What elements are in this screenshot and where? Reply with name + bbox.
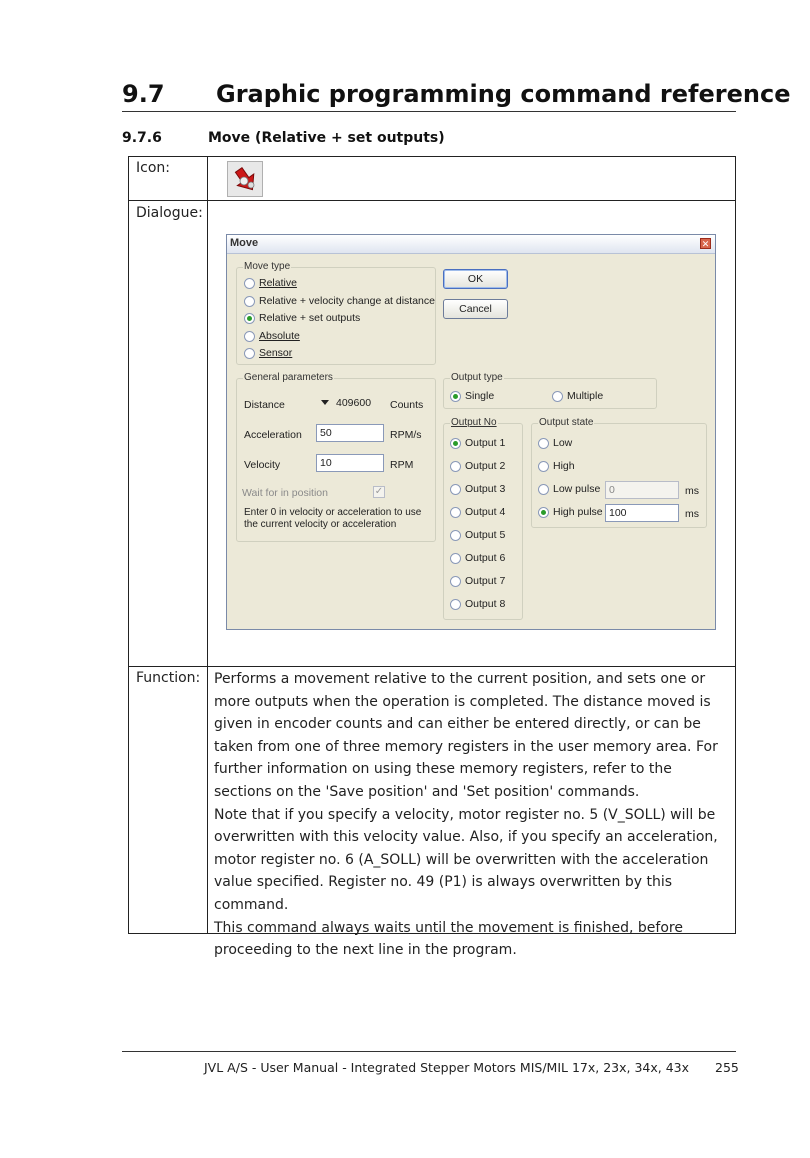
move-type-radio-relative[interactable] bbox=[244, 278, 255, 289]
velocity-label: Velocity bbox=[244, 459, 281, 471]
output-radio-3[interactable] bbox=[450, 484, 461, 495]
output-option-label: Output 4 bbox=[465, 506, 506, 518]
output-option-label: Output 3 bbox=[465, 483, 506, 495]
move-type-option-label: Relative bbox=[259, 277, 297, 289]
distance-unit: Counts bbox=[390, 399, 424, 411]
acceleration-label: Acceleration bbox=[244, 429, 302, 441]
acceleration-unit: RPM/s bbox=[390, 429, 422, 441]
page-number: 255 bbox=[715, 1060, 739, 1075]
output-type-option-label: Single bbox=[465, 390, 495, 402]
dialog-title: Move bbox=[230, 237, 259, 249]
move-type-group bbox=[236, 261, 436, 365]
section-number: 9.7 bbox=[122, 80, 165, 108]
output-option-label: Output 2 bbox=[465, 460, 506, 472]
move-type-radio-sensor[interactable] bbox=[244, 348, 255, 359]
distance-label: Distance bbox=[244, 399, 285, 411]
move-type-option-label: Sensor bbox=[259, 347, 293, 359]
output-type-label: Output type bbox=[451, 372, 503, 383]
move-type-option-label: Relative + set outputs bbox=[259, 312, 361, 324]
dialogue-label: Dialogue: bbox=[136, 205, 203, 221]
ok-button[interactable]: OK bbox=[443, 269, 508, 289]
subsection-number: 9.7.6 bbox=[122, 130, 162, 146]
velocity-unit: RPM bbox=[390, 459, 414, 471]
output-state-radio-low[interactable] bbox=[538, 438, 549, 449]
section-title: Graphic programming command reference bbox=[216, 80, 791, 108]
icon-label: Icon: bbox=[136, 160, 170, 176]
output-radio-7[interactable] bbox=[450, 576, 461, 587]
low-pulse-field[interactable]: 0 bbox=[605, 481, 679, 499]
output-radio-1[interactable] bbox=[450, 438, 461, 449]
wait-for-in-position-label: Wait for in position bbox=[242, 487, 328, 499]
output-type-radio-single[interactable] bbox=[450, 391, 461, 402]
table-border-right bbox=[735, 156, 736, 934]
move-type-radio-relative-velocity[interactable] bbox=[244, 296, 255, 307]
velocity-field[interactable]: 10 bbox=[316, 454, 384, 472]
table-border-divider bbox=[207, 156, 208, 934]
function-paragraph: Performs a movement relative to the current position, and sets one or more outputs when the operation is completed. The distance moved is given in encoder counts and can either be entered directly, or can be taken from one of three memory registers in the user memory area. For further information on using these memory registers, refer to the sections on the 'Save position' and 'Set position' commands. bbox=[214, 671, 718, 800]
table-border-row1 bbox=[128, 200, 736, 201]
dialog-titlebar[interactable] bbox=[227, 235, 715, 254]
footer-rule bbox=[122, 1051, 736, 1052]
output-state-option-label: Low bbox=[553, 437, 573, 449]
wait-for-in-position-checkbox[interactable]: ✓ bbox=[374, 486, 384, 497]
output-type-radio-multiple[interactable] bbox=[552, 391, 563, 402]
low-pulse-unit: ms bbox=[685, 485, 699, 497]
distance-field[interactable]: 409600 bbox=[336, 397, 372, 409]
output-state-radio-low-pulse[interactable] bbox=[538, 484, 549, 495]
table-border-top bbox=[128, 156, 736, 157]
output-radio-4[interactable] bbox=[450, 507, 461, 518]
output-radio-8[interactable] bbox=[450, 599, 461, 610]
output-state-option-label: High pulse bbox=[553, 506, 603, 518]
move-type-option-label: Relative + velocity change at distance bbox=[259, 295, 435, 307]
output-type-option-label: Multiple bbox=[567, 390, 604, 402]
output-option-label: Output 7 bbox=[465, 575, 506, 587]
heading-rule bbox=[122, 111, 736, 112]
output-state-radio-high[interactable] bbox=[538, 461, 549, 472]
output-radio-2[interactable] bbox=[450, 461, 461, 472]
output-type-group bbox=[443, 372, 657, 409]
output-state-radio-high-pulse[interactable] bbox=[538, 507, 549, 518]
table-border-row2 bbox=[128, 666, 736, 667]
move-dialog bbox=[226, 234, 716, 630]
function-paragraph: Note that if you specify a velocity, motor register no. 5 (V_SOLL) will be overwritten with this velocity value. Also, if you specify an acceleration, motor register no. 6 (A_SOLL) will be overwritten with the acceleration value specified. Register no. 49 (P1) is always overwritten by this command. bbox=[214, 806, 718, 913]
function-paragraph: This command always waits until the movement is finished, before proceeding to the next line in the program. bbox=[214, 919, 683, 959]
move-icon bbox=[227, 161, 263, 197]
output-state-group bbox=[531, 417, 707, 528]
cancel-button[interactable]: Cancel bbox=[443, 299, 508, 319]
output-option-label: Output 6 bbox=[465, 552, 506, 564]
move-type-option-label: Absolute bbox=[259, 330, 300, 342]
output-state-label: Output state bbox=[539, 417, 594, 428]
output-state-option-label: Low pulse bbox=[553, 483, 601, 495]
move-type-radio-absolute[interactable] bbox=[244, 331, 255, 342]
general-parameters-label: General parameters bbox=[244, 372, 333, 383]
acceleration-field[interactable]: 50 bbox=[316, 424, 384, 442]
output-option-label: Output 5 bbox=[465, 529, 506, 541]
function-description bbox=[214, 668, 730, 962]
move-type-radio-relative-outputs[interactable] bbox=[244, 313, 255, 324]
move-type-label: Move type bbox=[244, 261, 291, 272]
output-option-label: Output 1 bbox=[465, 437, 506, 449]
close-icon[interactable]: ✕ bbox=[701, 239, 710, 249]
output-option-label: Output 8 bbox=[465, 598, 506, 610]
high-pulse-unit: ms bbox=[685, 508, 699, 520]
chevron-down-icon[interactable] bbox=[321, 400, 329, 405]
output-state-option-label: High bbox=[553, 460, 575, 472]
high-pulse-field[interactable]: 100 bbox=[605, 504, 679, 522]
general-note: Enter 0 in velocity or acceleration to use the current velocity or acceleration bbox=[244, 507, 422, 530]
output-radio-5[interactable] bbox=[450, 530, 461, 541]
footer-text: JVL A/S - User Manual - Integrated Stepper Motors MIS/MIL 17x, 23x, 34x, 43x bbox=[204, 1060, 689, 1075]
subsection-title: Move (Relative + set outputs) bbox=[208, 130, 445, 146]
function-label: Function: bbox=[136, 670, 201, 686]
output-no-label: Output No bbox=[451, 417, 497, 428]
table-border-left bbox=[128, 156, 129, 934]
output-no-group bbox=[443, 417, 523, 620]
general-parameters-group bbox=[236, 372, 436, 542]
output-radio-6[interactable] bbox=[450, 553, 461, 564]
